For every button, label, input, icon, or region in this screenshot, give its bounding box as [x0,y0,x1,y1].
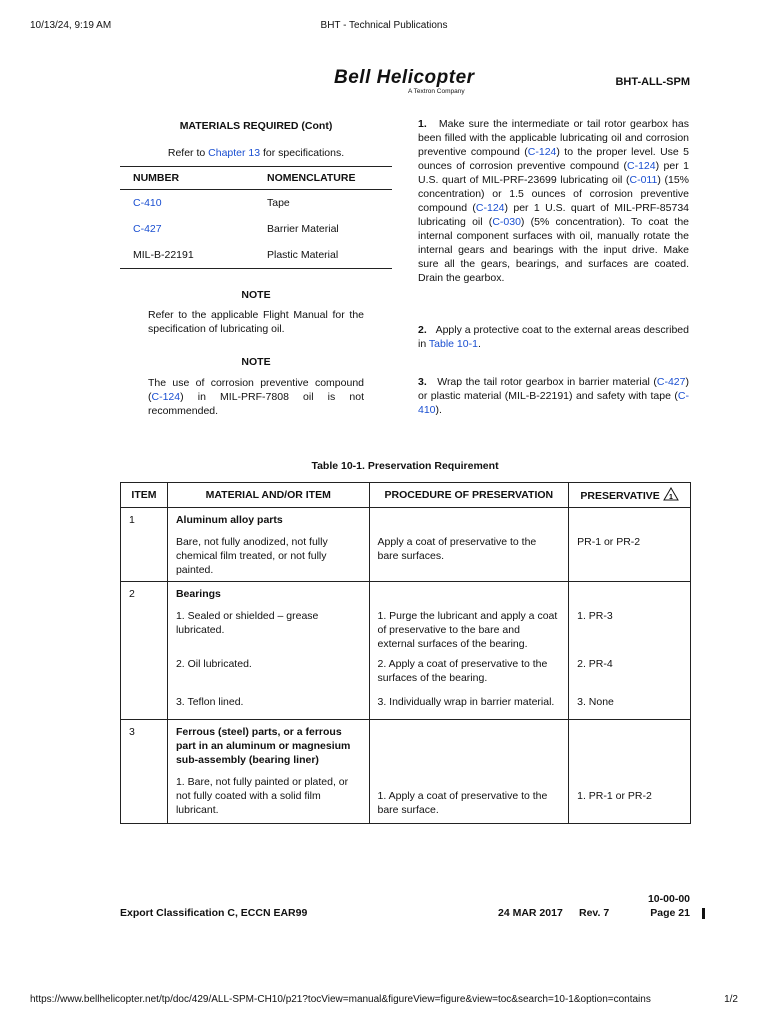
warning-number: 1 [668,494,673,501]
row-title: Aluminum alloy parts [175,514,283,526]
c124-link[interactable]: C-124 [475,202,505,214]
header-material: MATERIAL AND/OR ITEM [167,483,369,508]
note2-title: NOTE [241,356,271,368]
materials-refer [120,146,392,160]
step-1 [418,117,689,285]
preservative-text: 1. PR-1 or PR-2 [577,790,652,802]
preservative-cell [569,508,691,582]
c427-link[interactable]: C-427 [656,376,686,388]
material-text: 3. Teflon lined. [175,696,244,708]
logo-subtitle: A Textron Company [408,88,465,95]
materials-title: MATERIALS REQUIRED (Cont) [179,120,333,132]
note2-text [148,376,364,418]
step-1-text: ) per 1 U.S. quart of MIL-PRF-85734 lubricating oil ( [418,202,690,228]
material-text: 1. Sealed or shielded – grease lubricated. [175,610,319,636]
step-1-text: ) (5% concentration). To coat the internal component surfaces with oil, manually rotate the internal gears and bearings with the input drive. Make sure all the gears, bearings, and surfaces are coated. Drain the gearbox. [418,216,689,284]
table-rule-header [120,189,392,190]
step-2-number: 2. [418,324,427,336]
doc-id: BHT-ALL-SPM [615,76,690,88]
preservative-cell [569,720,691,824]
footer-export: Export Classification C, ECCN EAR99 [120,907,308,919]
print-datetime: 10/13/24, 9:19 AM [30,20,112,31]
step-3-text: ) or plastic material (MIL-B-22191) and safety with tape ( [418,376,689,402]
refer-text: Refer to [167,147,209,159]
step-1-text: ) (15% concentration) or 1.5 ounces of corrosion preventive compound ( [418,174,689,214]
note1-title: NOTE [241,289,271,301]
step-1-number: 1. [418,118,427,130]
step-2-text: . [477,338,481,350]
procedure-cell [369,582,569,720]
refer-text-end: for specifications. [260,147,345,159]
print-page-count: 1/2 [724,994,738,1005]
material-text: Bare, not fully anodized, not fully chemical film treated, or not fully painted. [175,536,328,576]
procedure-text: 3. Individually wrap in barrier material. [377,696,555,708]
material-c410-link[interactable]: C-410 [133,197,162,209]
table-caption: Table 10-1. Preservation Requirement [311,460,499,472]
material-cell [167,582,369,720]
preservative-text: 2. PR-4 [577,658,613,670]
table-row [121,582,691,720]
print-page-title: BHT - Technical Publications [320,20,448,31]
step-3-text: Wrap the tail rotor gearbox in barrier material ( [437,376,657,388]
table-header-row [121,483,691,508]
procedure-text: 2. Apply a coat of preservative to the surfaces of the bearing. [377,658,548,684]
footer-page: Page 21 [650,907,690,919]
step-2 [418,323,689,351]
header-preservative [569,483,691,508]
step-3-number: 3. [418,376,427,388]
header-procedure: PROCEDURE OF PRESERVATION [369,483,569,508]
step-3 [418,375,689,417]
chapter-13-link[interactable]: Chapter 13 [208,147,261,159]
material-c427-nomenclature: Barrier Material [267,223,339,235]
step-2-text: Apply a protective coat to the external areas described in [418,324,689,350]
step-3-text: ). [435,404,442,416]
material-text: 2. Oil lubricated. [175,658,252,670]
footer-rev: Rev. 7 [579,907,610,919]
material-c427-link[interactable]: C-427 [133,223,162,235]
c124-link[interactable]: C-124 [151,391,181,403]
material-c410-nomenclature: Tape [267,197,290,209]
col-nomenclature-header: NOMENCLATURE [267,172,356,184]
step-1-text: ) per 1 U.S. quart of MIL-PRF-23699 lubricating oil ( [418,160,689,186]
procedure-cell [369,720,569,824]
table-rule-bottom [120,268,392,269]
material-text: 1. Bare, not fully painted or plated, or not fully coated with a solid film lubricant. [175,776,349,816]
preservative-text: 1. PR-3 [577,610,613,622]
c410-link[interactable]: C-410 [418,390,689,416]
preservative-cell [569,582,691,720]
note2-text-a: The use of corrosion preventive compound ( [148,377,364,403]
footer-date: 24 MAR 2017 [498,907,563,919]
col-number-header: NUMBER [133,172,180,184]
preservative-text: 3. None [577,696,614,708]
step-1-text: Make sure the intermediate or tail rotor gearbox has been filled with the applicable lubricating oil and corrosion preventive compound ( [418,118,689,158]
c011-link[interactable]: C-011 [629,174,658,186]
change-bar [702,908,705,919]
row-title: Ferrous (steel) parts, or a ferrous part in an aluminum or magnesium sub-assembly (bearing liner) [175,726,351,766]
footer-section: 10-00-00 [647,893,690,905]
preservative-text: PR-1 or PR-2 [577,536,641,548]
material-milb22191-nomenclature: Plastic Material [267,249,339,261]
item-number: 1 [121,508,168,582]
table-rule-top [120,166,392,167]
material-milb22191-number: MIL-B-22191 [133,249,194,261]
c030-link[interactable]: C-030 [492,216,521,228]
item-number: 2 [121,582,168,720]
print-url: https://www.bellhelicopter.net/tp/doc/429/ALL-SPM-CH10/p21?tocView=manual&figureView=figure&view=toc&search=10-1&option=contains [30,994,651,1005]
logo-wordmark: Bell Helicopter [334,67,475,88]
item-number: 3 [121,720,168,824]
step-1-text: ) to the proper level. Use 5 ounces of corrosion preventive compound ( [418,146,690,172]
procedure-text: Apply a coat of preservative to the bare surfaces. [377,536,537,562]
table-10-1-link[interactable]: Table 10-1 [428,338,478,350]
c124-link[interactable]: C-124 [626,160,656,172]
material-cell [167,508,369,582]
procedure-text: 1. Apply a coat of preservative to the bare surface. [377,790,548,816]
row-title: Bearings [175,588,221,600]
header-preservative-label: PRESERVATIVE [580,490,660,502]
header-item: ITEM [121,483,168,508]
material-cell [167,720,369,824]
bell-logo [334,68,494,95]
table-row [121,720,691,824]
preservation-table [120,482,691,824]
procedure-cell [369,508,569,582]
procedure-text: 1. Purge the lubricant and apply a coat of preservative to the bare and external surfaces of the bearing. [377,610,558,650]
note1-text: Refer to the applicable Flight Manual for the specification of lubricating oil. [148,309,364,335]
table-row [121,508,691,582]
c124-link[interactable]: C-124 [527,146,557,158]
note2-text-b: ) in MIL-PRF-7808 oil is not recommended. [148,391,364,417]
warning-triangle-icon [663,487,679,501]
